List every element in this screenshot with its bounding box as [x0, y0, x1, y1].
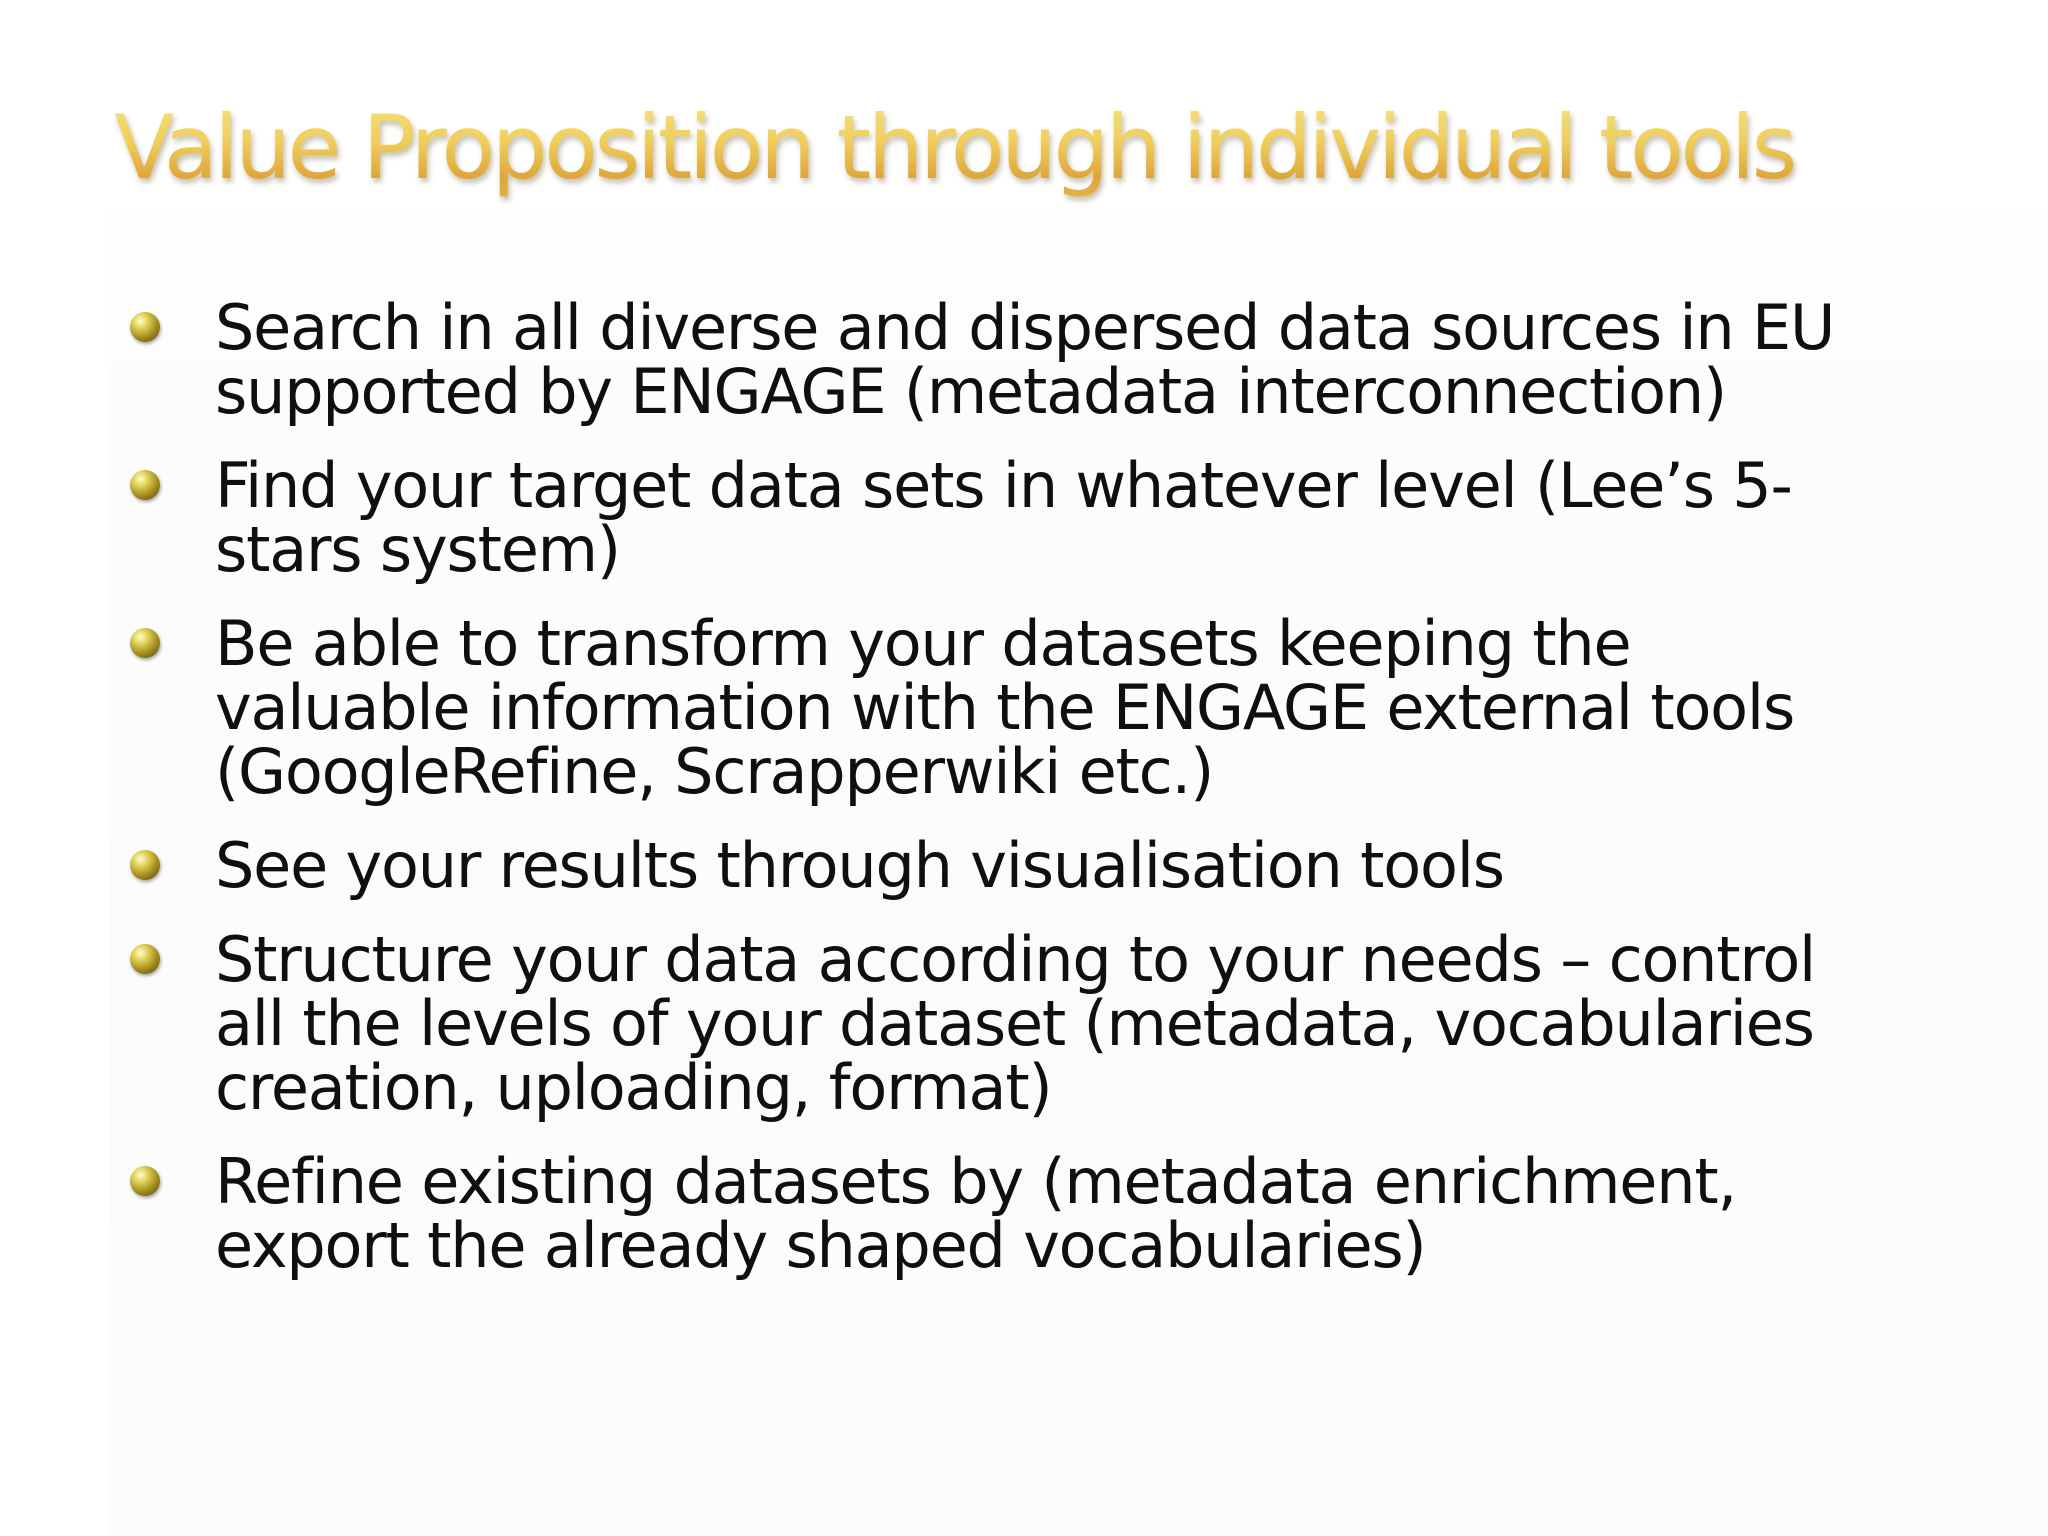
bullet-text-line: creation, uploading, format) — [215, 1051, 1052, 1124]
bullet-item — [130, 1145, 1930, 1282]
bullet-text-line: Structure your data according to your needs – control — [215, 923, 1816, 996]
bullet-text-line: Find your target data sets in whatever level (Lee’s 5- — [215, 449, 1792, 522]
bullet-text-line: supported by ENGAGE (metadata interconnection) — [215, 355, 1726, 428]
bullet-item — [130, 449, 1930, 586]
bullet-text-line: stars system) — [215, 513, 620, 586]
bullet-text-line: valuable information with the ENGAGE external tools — [215, 671, 1795, 744]
bullet-item — [130, 607, 1930, 808]
bullet-item — [130, 291, 1930, 428]
slide-title: Value Proposition through individual tools — [114, 88, 1934, 208]
bullet-sphere-icon — [130, 470, 160, 500]
bullet-sphere-icon — [130, 312, 160, 342]
bullet-text-line: export the already shaped vocabularies) — [215, 1209, 1426, 1282]
bullet-item — [130, 829, 1930, 902]
bullet-text-line: Be able to transform your datasets keeping the — [215, 607, 1631, 680]
bullet-text-line: Refine existing datasets by (metadata enrichment, — [215, 1145, 1736, 1218]
bullet-sphere-icon — [130, 944, 160, 974]
bullet-text-line: Search in all diverse and dispersed data sources in EU — [215, 291, 1835, 364]
bullet-sphere-icon — [130, 850, 160, 880]
bullet-list — [130, 291, 1930, 1308]
bullet-item — [130, 923, 1930, 1124]
bullet-sphere-icon — [130, 1166, 160, 1196]
bullet-text-line: (GoogleRefine, Scrapperwiki etc.) — [215, 735, 1214, 808]
bullet-text-line: all the levels of your dataset (metadata, vocabularies — [215, 987, 1814, 1060]
bullet-sphere-icon — [130, 628, 160, 658]
bullet-text-line: See your results through visualisation tools — [215, 829, 1504, 902]
